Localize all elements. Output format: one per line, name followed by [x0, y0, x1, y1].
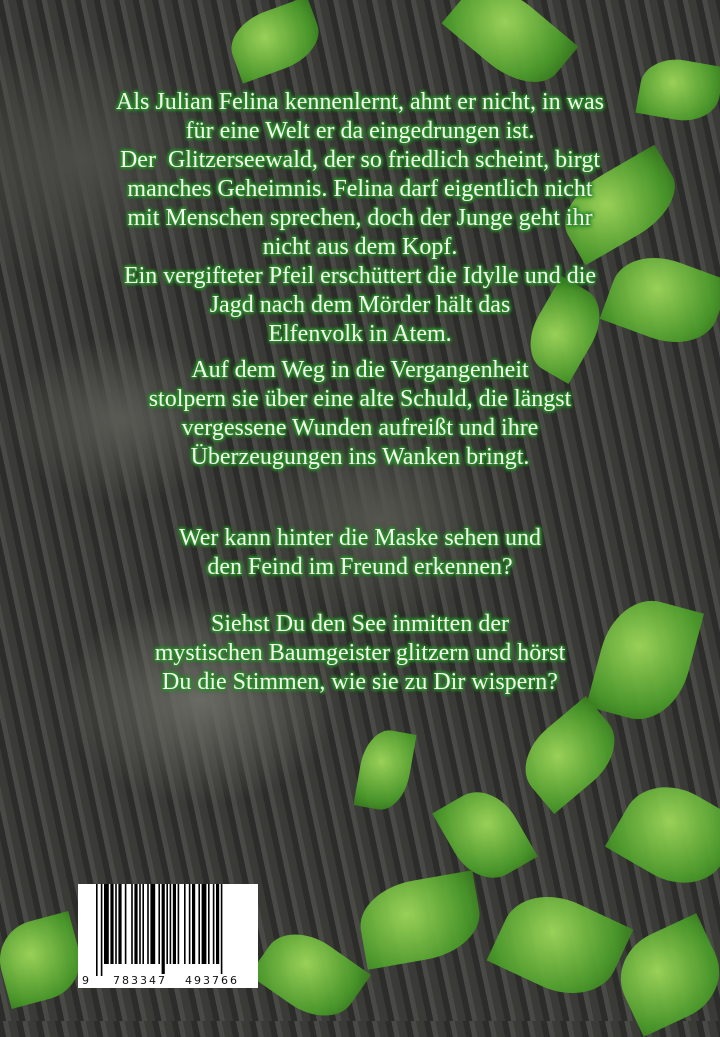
- barcode-bar: [147, 884, 149, 964]
- barcode-bar: [101, 884, 103, 976]
- blurb-line: Siehst Du den See inmitten der: [211, 611, 509, 637]
- barcode-bar: [162, 884, 165, 976]
- barcode-prefix: 9: [82, 974, 89, 987]
- blurb-line: Jagd nach dem Mörder hält das: [209, 292, 511, 318]
- barcode-bar: [213, 884, 215, 964]
- blurb-line: Elfenvolk in Atem.: [268, 321, 452, 347]
- barcode-bars: [96, 884, 252, 976]
- barcode-bar: [104, 884, 109, 964]
- barcode-bar: [142, 884, 144, 964]
- barcode-bar: [178, 884, 180, 964]
- blurb-paragraph-2: [0, 356, 720, 472]
- blurb-line: mit Menschen sprechen, doch der Junge geht ihr: [127, 205, 593, 231]
- barcode-bar: [139, 884, 141, 964]
- barcode-bar: [173, 884, 176, 964]
- barcode-bar: [184, 884, 186, 964]
- blurb-line: Du die Stimmen, wie sie zu Dir wispern?: [162, 669, 558, 695]
- barcode-bar: [221, 884, 223, 976]
- blurb-line: Ein vergifteter Pfeil erschüttert die Idylle und die: [123, 263, 597, 289]
- barcode-bar: [125, 884, 127, 964]
- blurb-line: den Feind im Freund erkennen?: [207, 554, 513, 580]
- barcode-bar: [110, 884, 113, 964]
- blurb-line: Als Julian Felina kennenlernt, ahnt er nicht, in was: [116, 89, 604, 115]
- barcode-bar: [170, 884, 172, 964]
- blurb-paragraph-4: [0, 610, 720, 697]
- blurb-line: stolpern sie über eine alte Schuld, die längst: [148, 386, 572, 412]
- barcode-bar: [118, 884, 121, 964]
- blurb-line: Der Glitzerseewald, der so friedlich scheint, birgt: [119, 147, 601, 173]
- blurb-line: mystischen Baumgeister glitzern und hörst: [154, 640, 566, 666]
- blurb-line: Wer kann hinter die Maske sehen und: [179, 525, 541, 551]
- isbn-barcode: [78, 884, 258, 988]
- blurb-line: für eine Welt er da eingedrungen ist.: [185, 118, 535, 144]
- blurb-line: vergessene Wunden aufreißt und ihre: [181, 415, 539, 441]
- barcode-group-2: 493766: [185, 974, 239, 987]
- blurb-line: Auf dem Weg in die Vergangenheit: [191, 357, 529, 383]
- blurb-line: Überzeugungen ins Wanken bringt.: [190, 444, 530, 470]
- barcode-bar: [198, 884, 200, 964]
- blurb-line: manches Geheimnis. Felina darf eigentlich nicht: [127, 176, 593, 202]
- barcode-bar: [96, 884, 98, 976]
- barcode-bar: [158, 884, 160, 964]
- barcode-bar: [202, 884, 207, 964]
- blurb-paragraph-3: [0, 524, 720, 582]
- barcode-bar: [192, 884, 195, 964]
- barcode-bar: [131, 884, 133, 964]
- barcode-bar: [216, 884, 219, 964]
- barcode-bar: [208, 884, 210, 964]
- barcode-bar: [134, 884, 137, 964]
- blurb-paragraph-1: [0, 88, 720, 349]
- barcode-bar: [189, 884, 191, 964]
- barcode-bar: [166, 884, 168, 964]
- blurb-line: nicht aus dem Kopf.: [262, 234, 458, 260]
- barcode-group-1: 783347: [113, 974, 167, 987]
- barcode-bar: [115, 884, 117, 964]
- barcode-bar: [150, 884, 155, 964]
